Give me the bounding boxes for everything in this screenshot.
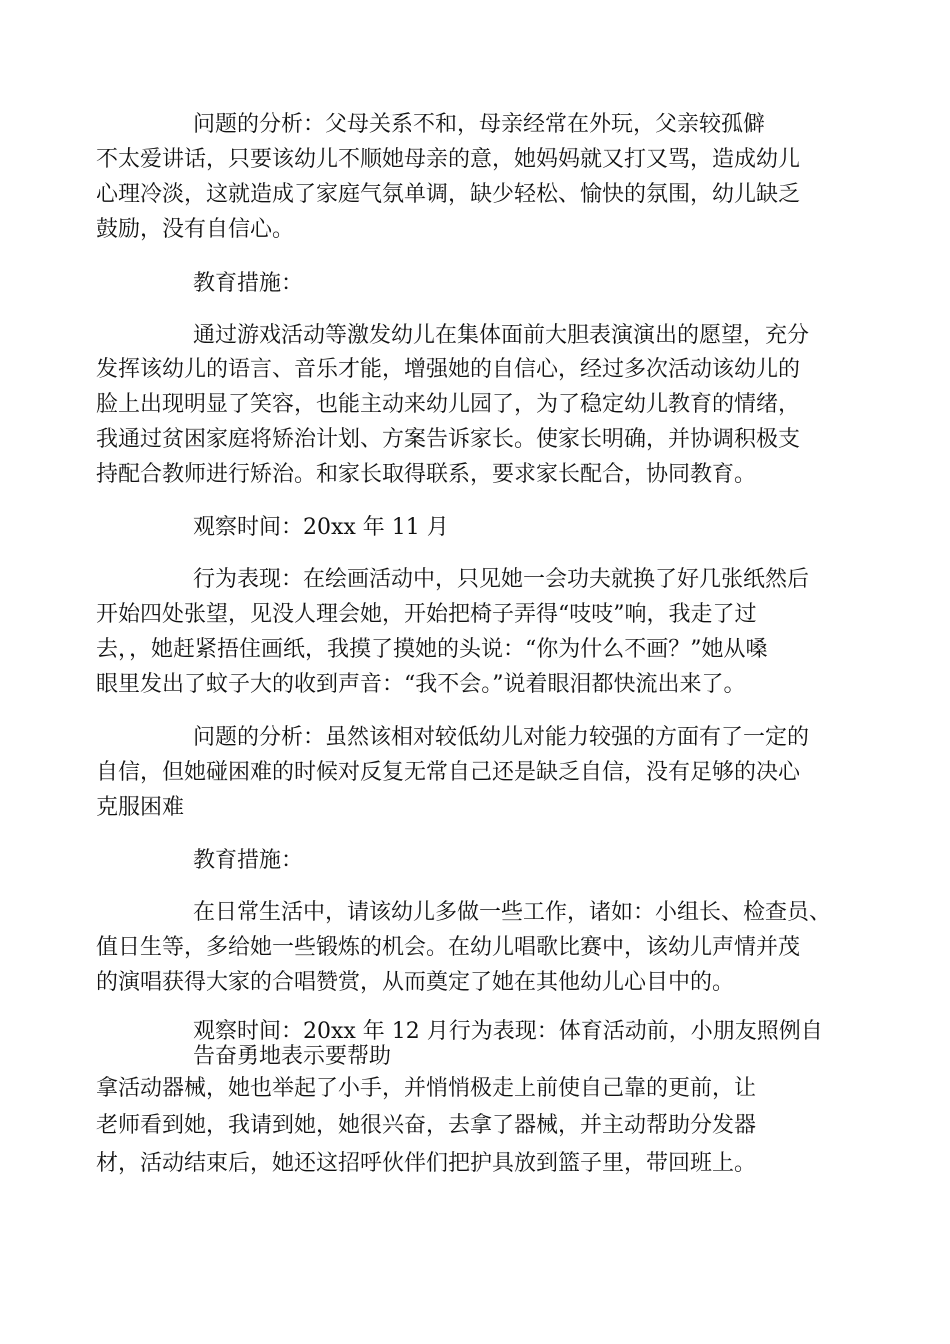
text-line: 在日常生活中，请该幼儿多做一些工作，诸如：小组长、检查员、: [193, 900, 832, 925]
text-line: 拿活动器械，她也举起了小手，并悄悄极走上前使自己靠的更前，让: [96, 1076, 757, 1101]
text-line: 发挥该幼儿的语言、音乐才能，增强她的自信心，经过多次活动该幼儿的: [96, 357, 801, 382]
text-line: 去，，她赶紧捂住画纸，我摸了摸她的头说：“你为什么不画？”她从嗓: [96, 637, 768, 662]
text-line: 不太爱讲话，只要该幼儿不顺她母亲的意，她妈妈就又打又骂，造成幼儿: [96, 147, 801, 172]
text-line: 的演唱获得大家的合唱赞赏，从而奠定了她在其他幼儿心目中的。: [96, 970, 735, 995]
observation-date: 观察时间：20xx 年 11 月: [193, 515, 449, 540]
text-line: 心理冷淡，这就造成了家庭气氛单调，缺少轻松、愉快的氛围，幼儿缺乏: [96, 182, 801, 207]
text-line: 通过游戏活动等激发幼儿在集体面前大胆表演演出的愿望，充分: [193, 323, 810, 348]
text-line: 克服困难: [96, 795, 185, 820]
observation-date: 观察时间：20xx 年 12 月行为表现：体育活动前，小朋友照例自: [193, 1019, 823, 1044]
text-line: 老师看到她，我请到她，她很兴奋，去拿了器械，并主动帮助分发器: [96, 1113, 757, 1138]
text-line: 开始四处张望，见没人理会她，开始把椅子弄得“吱吱”响，我走了过: [96, 602, 757, 627]
text-line: 自信，但她碰困难的时候对反复无常自己还是缺乏自信，没有足够的决心: [96, 760, 801, 785]
text-line: 值日生等，多给她一些锻炼的机会。在幼儿唱歌比赛中，该幼儿声情并茂: [96, 935, 801, 960]
text-line: 问题的分析：父母关系不和，母亲经常在外玩，父亲较孤僻: [193, 112, 766, 137]
text-line: 脸上出现明显了笑容，也能主动来幼儿园了，为了稳定幼儿教育的情绪，: [96, 392, 801, 417]
text-line: 鼓励，没有自信心。: [96, 217, 295, 242]
text-line: 我通过贫困家庭将矫治计划、方案告诉家长。使家长明确，并协调积极支: [96, 427, 801, 452]
text-line: 问题的分析：虽然该相对较低幼儿对能力较强的方面有了一定的: [193, 725, 810, 750]
text-line: 告奋勇地表示要帮助: [193, 1044, 392, 1069]
section-heading: 教育措施：: [193, 848, 304, 873]
text-line: 材，活动结束后，她还这招呼伙伴们把护具放到篮子里，带回班上。: [96, 1151, 757, 1176]
text-line: 持配合教师进行矫治。和家长取得联系，要求家长配合，协同教育。: [96, 462, 757, 487]
text-line: 眼里发出了蚊子大的收到声音：“我不会。”说着眼泪都快流出来了。: [96, 672, 746, 697]
text-line: 行为表现：在绘画活动中，只见她一会功夫就换了好几张纸然后: [193, 567, 810, 592]
section-heading: 教育措施：: [193, 271, 304, 296]
